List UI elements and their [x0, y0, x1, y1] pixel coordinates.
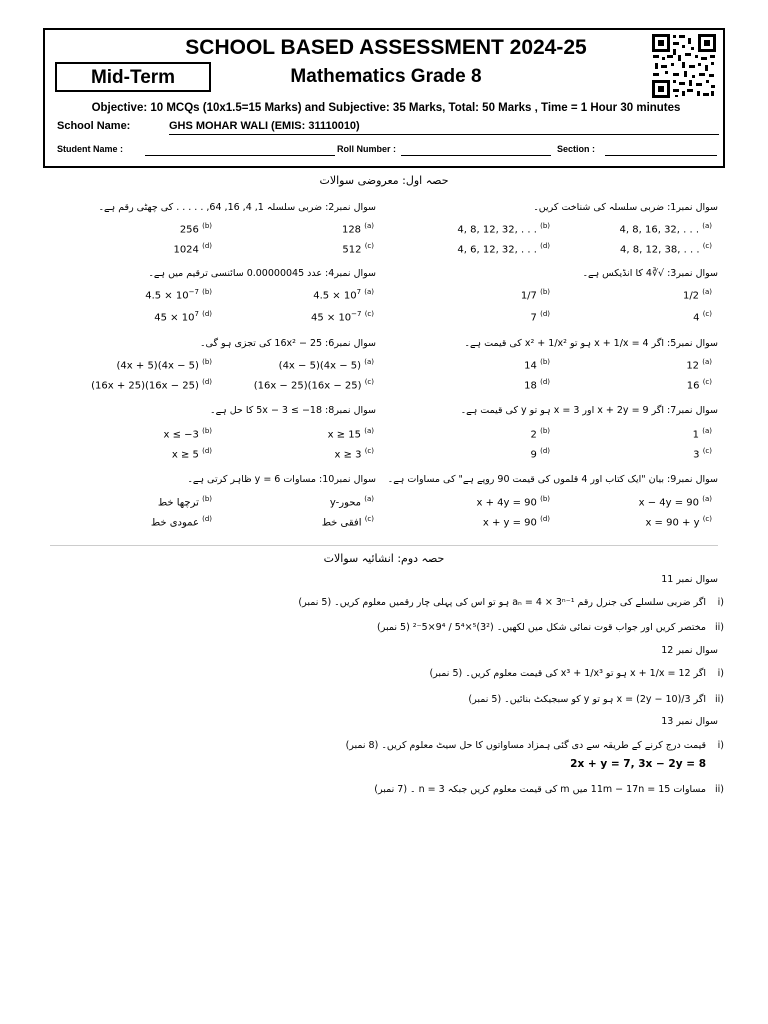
term-badge: Mid-Term [55, 62, 211, 92]
q11-part-i-number: (i [717, 597, 724, 608]
q8-option-a: x ≥ 15 $^{(a)}$ [327, 427, 374, 441]
school-name-label: School Name: [57, 120, 131, 132]
question-6: سوال نمبر6: 16x² − 25 کی تجزی ہو گی۔ [199, 338, 376, 349]
q12-part-ii-number: (ii [715, 694, 724, 705]
section-label: Section : [557, 144, 596, 154]
q2-option-d: 1024 $^{(d)}$ [173, 242, 212, 256]
roll-number-label: Roll Number : [337, 144, 397, 154]
q6-option-a: (4x − 5)(4x − 5) $^{(a)}$ [278, 358, 374, 372]
q6-option-d: (16x + 25)(16x − 25) $^{(d)}$ [91, 378, 212, 392]
q8-option-b: x ≤ −3 $^{(b)}$ [163, 427, 212, 441]
school-underline [169, 134, 719, 135]
q1-option-a: 4, 8, 16, 32, . . . $^{(a)}$ [619, 222, 712, 236]
q4-option-d: $45 \times 10^7$ $^{(d)}$ [154, 310, 212, 324]
question-11-heading: سوال نمبر 11 [661, 574, 718, 585]
q13-part-i-number: (i [717, 740, 724, 751]
question-13-heading: سوال نمبر 13 [661, 716, 718, 727]
q13-part-ii: مساوات 11m − 17n = 15 میں m کی قیمت معلوم کریں جبکہ n = 3 ۔ (7 نمبر) [374, 784, 706, 795]
q3-option-d: 7 $^{(d)}$ [530, 310, 550, 324]
objective-line: Objective: 10 MCQs (10x1.5=15 Marks) and Subjective: 35 Marks, Total: 50 Marks , Time = 1 Hour 30 minutes [91, 102, 681, 114]
question-12-heading: سوال نمبر 12 [661, 645, 718, 656]
q9-option-c: x = 90 + y $^{(c)}$ [645, 515, 712, 529]
question-10: سوال نمبر10: مساوات y = 6 ظاہر کرتی ہے۔ [187, 474, 376, 485]
q13-equations: 2x + y = 7, 3x − 2y = 8 [570, 758, 706, 770]
q10-option-b: ترچھا خط $^{(b)}$ [157, 495, 212, 509]
q10-option-c: افقی خط $^{(c)}$ [321, 515, 374, 529]
question-4: سوال نمبر4: عدد 0.00000045 سائنسی ترقیم میں ہے۔ [148, 268, 376, 279]
q1-option-c: 4, 8, 12, 38, . . . $^{(c)}$ [620, 242, 712, 256]
q6-option-b: (4x + 5)(4x − 5) $^{(b)}$ [116, 358, 212, 372]
question-8: سوال نمبر8: 5x − 3 ≤ −18 کا حل ہے۔ [210, 405, 376, 416]
student-name-line [145, 155, 335, 156]
question-3: سوال نمبر3: √∛4 کا انڈیکس ہے۔ [582, 268, 718, 279]
q4-option-c: $45 \times 10^{-7}$ $^{(c)}$ [310, 310, 374, 324]
q13-part-ii-number: (ii [715, 784, 724, 795]
q5-option-a: 12 $^{(a)}$ [686, 358, 712, 372]
qr-code-icon [651, 33, 717, 99]
q13-part-i: قیمت درج کرنے کے طریقہ سے دی گئی ہمزاد مساواتوں کا حل سیٹ معلوم کریں۔ (8 نمبر) [345, 740, 706, 751]
q10-option-a: y-محور $^{(a)}$ [329, 495, 374, 509]
q2-option-a: 128 $^{(a)}$ [341, 222, 374, 236]
q11-part-ii-number: (ii [715, 622, 724, 633]
q7-option-b: 2 $^{(b)}$ [530, 427, 550, 441]
header-box [43, 28, 725, 168]
student-name-label: Student Name : [57, 144, 124, 154]
q11-part-ii: مختصر کریں اور جواب قوت نمائی شکل میں لکھیں۔ (3²)⁵×5⁴ / 9⁴×5⁻² (5 نمبر) [377, 622, 706, 633]
q3-option-a: 1/2 $^{(a)}$ [682, 288, 712, 302]
question-7: سوال نمبر7: اگر x + 2y = 9 اور x = 3 ہو تو y کی قیمت ہے۔ [460, 405, 718, 416]
q12-part-ii: اگر x = (2y − 10)/3 ہو تو y کو سبجیکٹ بنائیں۔ (5 نمبر) [468, 694, 706, 705]
q7-option-a: 1 $^{(a)}$ [692, 427, 712, 441]
q3-option-c: 4 $^{(c)}$ [693, 310, 712, 324]
q9-option-d: x + y = 90 $^{(d)}$ [482, 515, 550, 529]
q3-option-b: 1/7 $^{(b)}$ [520, 288, 550, 302]
q5-option-c: 16 $^{(c)}$ [686, 378, 712, 392]
q5-option-d: 18 $^{(d)}$ [524, 378, 550, 392]
q12-part-i: اگر x + 1/x = 12 ہو تو x³ + 1/x³ کی قیمت معلوم کریں۔ (5 نمبر) [429, 668, 706, 679]
question-1: سوال نمبر1: ضربی سلسلہ کی شناخت کریں۔ [533, 202, 718, 213]
section-divider [50, 545, 718, 546]
part1-heading: حصہ اول: معروضی سوالات [319, 174, 449, 187]
q7-option-d: 9 $^{(d)}$ [530, 447, 550, 461]
q10-option-d: عمودی خط $^{(d)}$ [150, 515, 212, 529]
part2-heading: حصہ دوم: انشائیہ سوالات [323, 552, 445, 565]
question-2: سوال نمبر2: ضربی سلسلہ 1, 4, 16, 64, . . . . . کی چھٹی رقم ہے۔ [98, 202, 376, 213]
q9-option-b: x + 4y = 90 $^{(b)}$ [476, 495, 550, 509]
q9-option-a: x − 4y = 90 $^{(a)}$ [638, 495, 712, 509]
question-9: سوال نمبر9: بیان "ایک کتاب اور 4 قلموں کی قیمت 90 روپے ہے" کی مساوات ہے۔ [387, 474, 718, 485]
q1-option-b: 4, 8, 12, 32, . . . $^{(b)}$ [457, 222, 550, 236]
q4-option-a: $4.5 \times 10^7$ $^{(a)}$ [313, 288, 374, 302]
q4-option-b: $4.5 \times 10^{-7}$ $^{(b)}$ [145, 288, 212, 302]
q2-option-b: 256 $^{(b)}$ [179, 222, 212, 236]
q6-option-c: (16x − 25)(16x − 25) $^{(c)}$ [253, 378, 374, 392]
school-name-value: GHS MOHAR WALI (EMIS: 31110010) [169, 120, 360, 132]
q11-part-i: اگر ضربی سلسلے کی جنرل رقم aₙ = 4 × 3ⁿ⁻¹ ہو تو اس کی پہلی چار رقمیں معلوم کریں۔ (5 نمبر) [298, 597, 706, 608]
q7-option-c: 3 $^{(c)}$ [693, 447, 712, 461]
q8-option-c: x ≥ 3 $^{(c)}$ [334, 447, 374, 461]
roll-number-line [401, 155, 551, 156]
q1-option-d: 4, 6, 12, 32, . . . $^{(d)}$ [457, 242, 550, 256]
exam-title: SCHOOL BASED ASSESSMENT 2024-25 [185, 36, 587, 59]
question-5: سوال نمبر5: اگر x + 1/x = 4 ہو تو x² + 1/x² کی قیمت ہے۔ [464, 338, 718, 349]
q12-part-i-number: (i [717, 668, 724, 679]
q2-option-c: 512 $^{(c)}$ [342, 242, 374, 256]
q8-option-d: x ≥ 5 $^{(d)}$ [171, 447, 212, 461]
section-line [605, 155, 717, 156]
subject-title: Mathematics Grade 8 [290, 66, 482, 87]
q5-option-b: 14 $^{(b)}$ [524, 358, 550, 372]
